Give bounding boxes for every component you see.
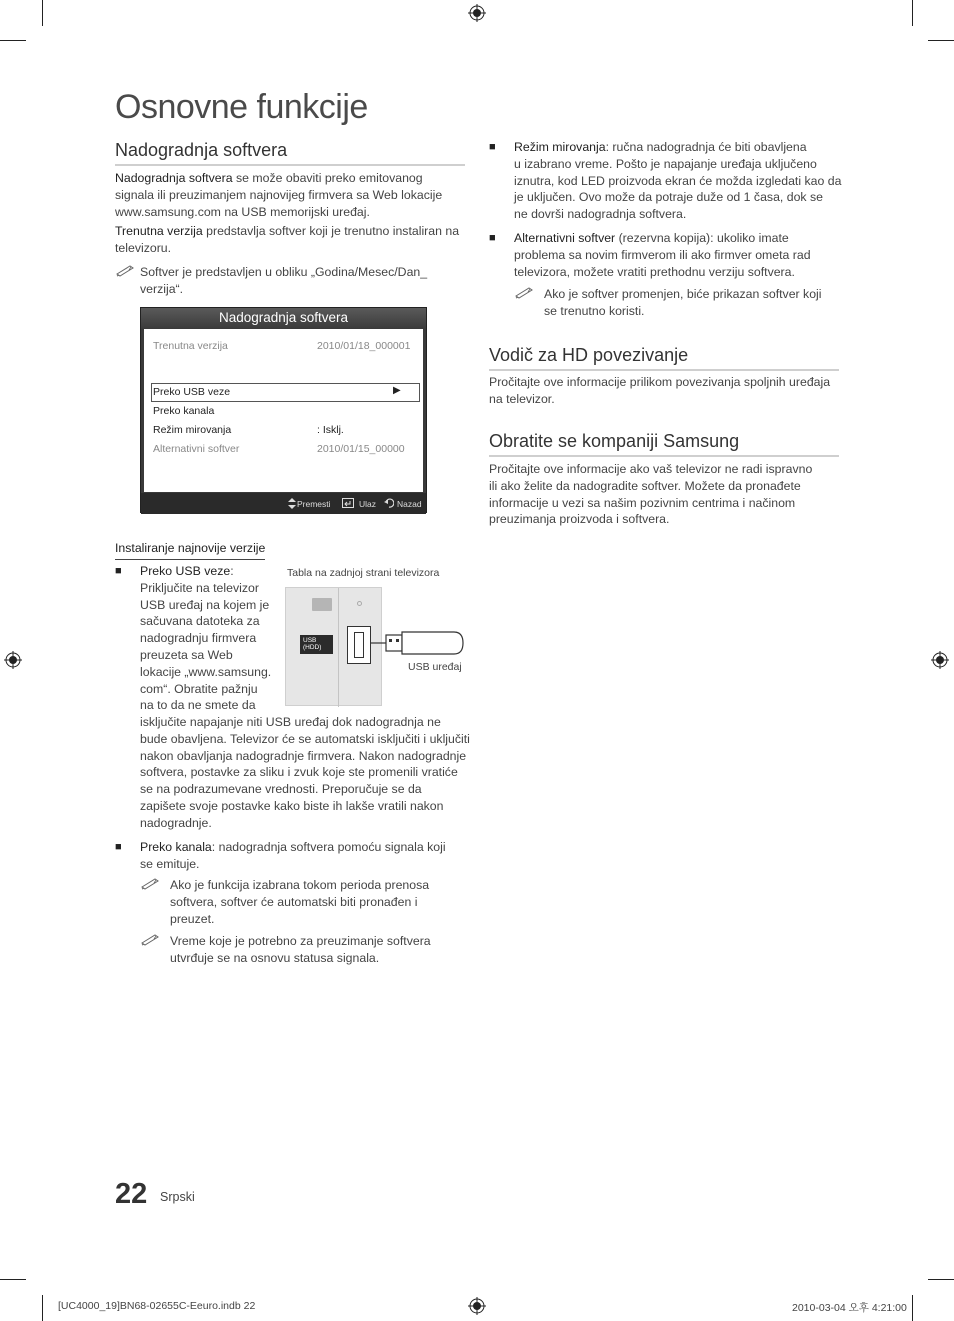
channel-paragraph — [140, 839, 470, 873]
contact-samsung-paragraph — [489, 461, 841, 528]
hd-guide-paragraph — [489, 374, 841, 408]
note-line: utvrđuje se na osnovu statusa signala. — [170, 950, 380, 965]
crop-mark — [0, 1279, 26, 1280]
page-title: Osnovne funkcije — [115, 88, 368, 126]
usb-line: isključite napajanje niti USB uređaj dok nadogradnja ne — [140, 715, 441, 729]
osd-usb-arrow-icon: ▶ — [393, 385, 401, 396]
usb-device-label: USB uređaj — [408, 661, 462, 673]
usb-port-label-box — [300, 635, 333, 654]
usb-line: lokacije „www.samsung. — [140, 664, 272, 679]
crop-mark — [0, 40, 26, 41]
enter-icon — [342, 498, 354, 508]
intro-line: se može obaviti preko emitovanog — [232, 171, 423, 185]
note-line: Ako je funkcija izabrana tokom perioda prenosa — [170, 878, 430, 892]
note-line: Softver je predstavljen u obliku „Godina/Mesec/Dan_ — [140, 265, 428, 279]
channel-line: se emituje. — [140, 856, 200, 871]
current-line: televizoru. — [115, 240, 172, 255]
usb-device-icon — [370, 628, 466, 658]
bullet-icon: ■ — [115, 565, 122, 577]
headphone-port-icon — [312, 598, 332, 611]
osd-footer-move: Premesti — [297, 499, 331, 509]
usb-line: nadogradnje. — [140, 815, 212, 830]
crop-mark — [912, 0, 913, 26]
osd-footer-back: Nazad — [397, 499, 422, 509]
samsung-line: Pročitajte ove informacije ako vaš televizor ne radi ispravno — [489, 462, 813, 476]
usb-line: com“. Obratite pažnju — [140, 681, 258, 696]
note-auto-download — [170, 877, 470, 927]
usb-port-label-hdd: (HDD) — [303, 644, 322, 651]
print-date-info: 2010-03-04 오후 4:21:00 — [792, 1302, 907, 1314]
standby-line: u izabrano vreme. Pošto je napajanje uređaja uključeno — [514, 156, 817, 171]
bullet-icon: ■ — [489, 232, 496, 244]
note-download-time — [170, 933, 470, 967]
standby-term: Režim mirovanja — [514, 140, 606, 154]
crop-mark — [928, 40, 954, 41]
section-heading-hd-guide: Vodič za HD povezivanje — [489, 345, 839, 371]
page-number: 22 — [115, 1178, 148, 1210]
samsung-line: informacije u vezi sa našim pozivnim centrima i načinom — [489, 495, 796, 510]
usb-port-socket[interactable] — [347, 626, 371, 664]
usb-paragraph-narrow — [140, 563, 280, 714]
samsung-line: preuzimanja proizvoda i softvera. — [489, 512, 670, 527]
usb-line: bude obavljena. Televizor će se automatski isključiti i uključiti — [140, 731, 470, 746]
usb-line: Priključite na televizor — [140, 580, 259, 595]
small-screw-icon — [357, 601, 362, 606]
osd-footer-enter: Ulaz — [359, 499, 377, 509]
note-line: softvera, softver će automatski biti pronađen i — [170, 894, 418, 909]
osd-item-channel[interactable]: Preko kanala — [153, 405, 215, 417]
current-term: Trenutna verzija — [115, 224, 203, 238]
usb-line: USB uređaj na kojem je — [140, 597, 270, 612]
alternative-term: Alternativni softver — [514, 231, 616, 245]
usb-colon: : — [230, 564, 234, 578]
intro-line: www.samsung.com na USB memorijski uređaj. — [115, 204, 370, 219]
crop-mark — [928, 1279, 954, 1280]
note-pencil-icon — [514, 285, 536, 299]
section-heading-software-upgrade: Nadogradnja softvera — [115, 140, 465, 166]
alternative-line: (rezervna kopija): ukoliko imate — [615, 231, 789, 245]
note-version-format — [140, 264, 460, 298]
usb-line: softvera, postavke za sliku i zvuk koje ste promenili vratiće — [140, 765, 458, 780]
alternative-line: televizora, možete vratiti prethodnu verziju softvera. — [514, 264, 795, 279]
usb-line: nadogradnju firmvera — [140, 631, 257, 646]
osd-footer — [141, 493, 426, 514]
usb-port-label: USB — [303, 637, 317, 644]
intro-paragraph — [115, 170, 467, 220]
crop-mark — [42, 1295, 43, 1321]
note-line: preuzet. — [170, 911, 215, 926]
osd-standby-value: : Isklj. — [317, 424, 344, 436]
current-line: predstavlja softver koji je trenutno instaliran na — [202, 224, 460, 238]
bullet-icon: ■ — [489, 141, 496, 153]
registration-mark-icon — [931, 651, 949, 669]
section-heading-contact-samsung: Obratite se kompaniji Samsung — [489, 431, 839, 457]
usb-term: Preko USB veze — [140, 564, 231, 578]
osd-item-alternative[interactable]: Alternativni softver — [153, 443, 240, 455]
usb-line: na to da ne smete da — [140, 698, 256, 713]
usb-line: nakon obavljanja nadogradnje firmvera. Nakon nadogradnje — [140, 748, 467, 763]
move-arrows-icon — [288, 498, 296, 509]
standby-line: ne dovrši nadogradnja softvera. — [514, 207, 687, 222]
bullet-icon: ■ — [115, 841, 122, 853]
usb-paragraph-wide — [140, 714, 470, 832]
osd-body — [144, 329, 423, 492]
install-heading: Instaliranje najnovije verzije — [115, 540, 265, 560]
osd-current-version-value: 2010/01/18_000001 — [317, 340, 411, 352]
note-pencil-icon — [140, 932, 162, 946]
hd-line: na televizor. — [489, 391, 555, 406]
note-software-changed — [544, 286, 844, 320]
channel-term: Preko kanala — [140, 840, 212, 854]
alternative-paragraph — [514, 230, 844, 280]
osd-alternative-value: 2010/01/15_00000 — [317, 443, 405, 455]
intro-term: Nadogradnja softvera — [115, 171, 233, 185]
note-line: se trenutno koristi. — [544, 303, 645, 318]
panel-divider — [338, 588, 339, 707]
current-version-paragraph — [115, 223, 467, 257]
usb-line: sačuvana datoteka za — [140, 614, 260, 629]
standby-line: je uključen. Ovo može da potraje duže od 1 časa, dok se — [514, 190, 823, 205]
usb-line: preuzeta sa Web — [140, 647, 233, 662]
hd-line: Pročitajte ove informacije prilikom povezivanja spoljnih uređaja — [489, 375, 831, 389]
crop-mark — [912, 1295, 913, 1321]
osd-title: Nadogradnja softvera — [141, 308, 426, 328]
crop-mark — [42, 0, 43, 26]
print-file-info: [UC4000_19]BN68-02655C-Eeuro.indb 22 — [58, 1300, 256, 1312]
intro-line: signala ili preuzimanjem najnovijeg firmvera sa Web lokacije — [115, 187, 443, 202]
diagram-caption: Tabla na zadnjoj strani televizora — [287, 567, 440, 579]
note-line: Vreme koje je potrebno za preuzimanje softvera — [170, 934, 431, 948]
standby-line: : ručna nadogradnja će biti obavljena — [605, 140, 807, 154]
alternative-line: problema sa novim firmverom ili ako firmver ometa rad — [514, 247, 811, 262]
standby-line: iznutra, kod LED proizvoda ekran će možda izgledati kao da — [514, 173, 842, 188]
osd-item-usb[interactable]: Preko USB veze — [153, 386, 231, 398]
registration-mark-icon — [468, 1297, 486, 1315]
samsung-line: ili ako želite da nadogradite softver. Možete da pronađete — [489, 478, 801, 493]
usb-line: zapišete svoje postavke kako biste ih lakše vratili nakon — [140, 798, 444, 813]
osd-current-version-label: Trenutna verzija — [153, 340, 228, 352]
standby-paragraph — [514, 139, 844, 223]
note-pencil-icon — [140, 876, 162, 890]
software-upgrade-osd — [140, 307, 427, 513]
note-pencil-icon — [115, 263, 137, 277]
usb-line: se na podrazumevane vrednosti. Preporučuje se da — [140, 782, 422, 797]
return-icon — [384, 498, 394, 508]
tv-back-panel — [285, 587, 382, 706]
registration-mark-icon — [468, 4, 486, 22]
osd-item-standby[interactable]: Režim mirovanja — [153, 424, 232, 436]
note-line: verzija“. — [140, 281, 184, 296]
registration-mark-icon — [4, 651, 22, 669]
channel-line: : nadogradnja softvera pomoću signala koji — [211, 840, 446, 854]
page-language: Srpski — [160, 1190, 195, 1204]
note-line: Ako je softver promenjen, biće prikazan softver koji — [544, 287, 822, 301]
